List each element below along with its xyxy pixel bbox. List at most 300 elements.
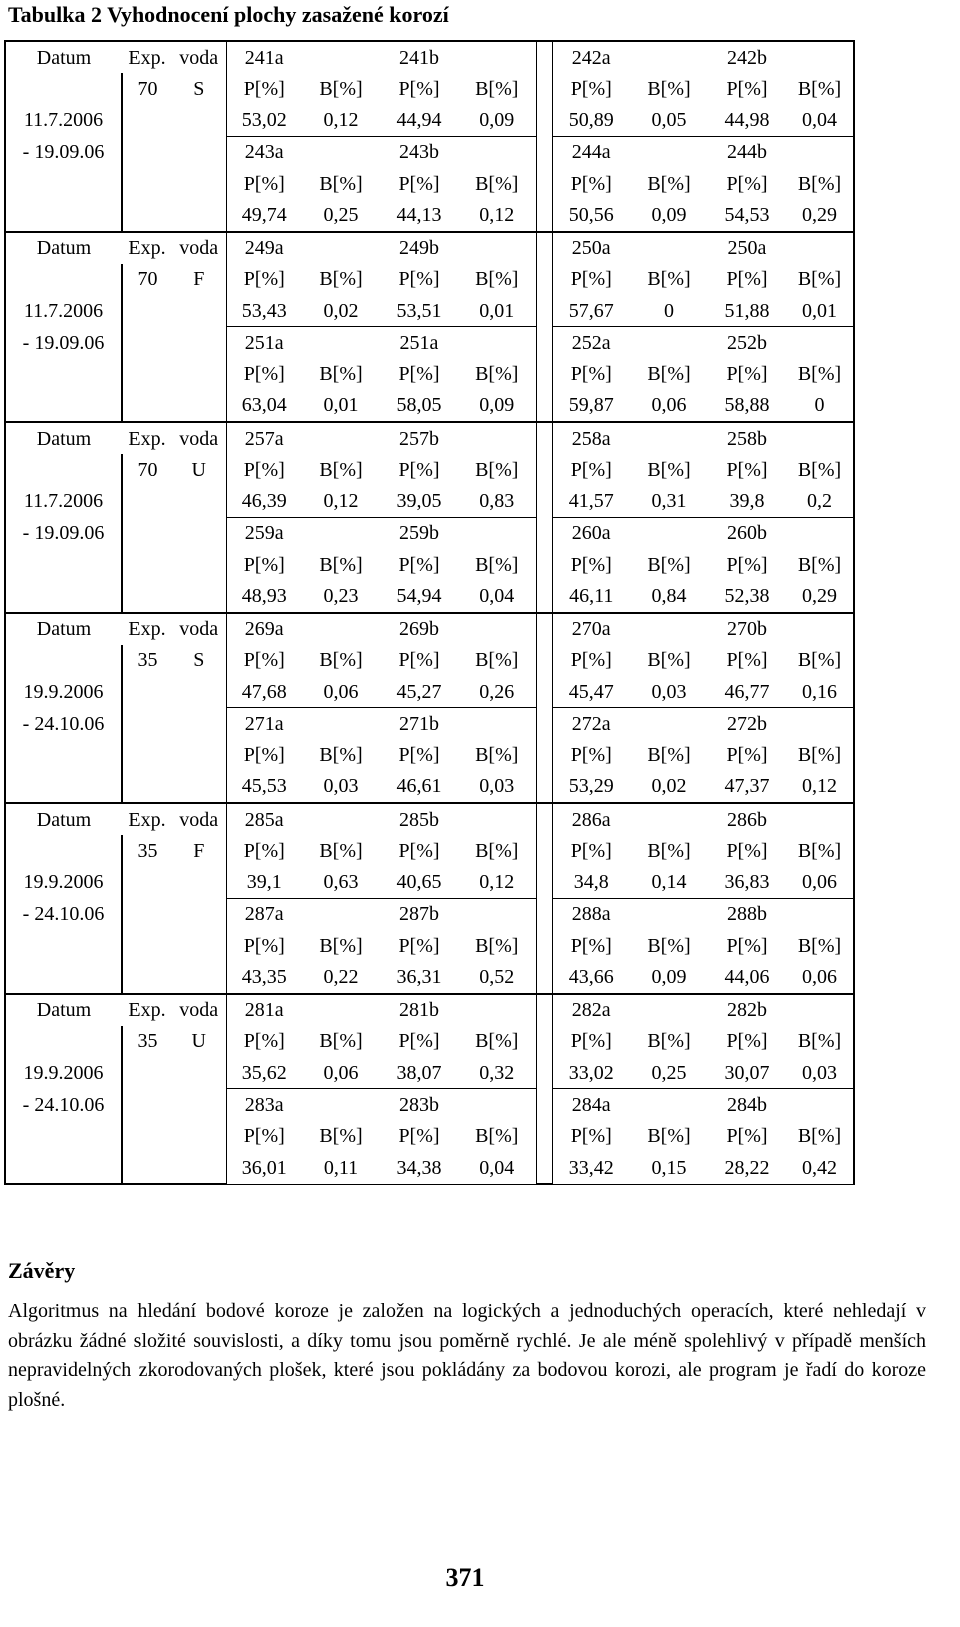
b-header: B[%] [475,172,519,195]
b-header: B[%] [319,172,363,195]
empty-cell [302,136,380,168]
value-cell: 0,26 [458,676,536,708]
value-cell: 0,11 [302,1152,380,1184]
empty-cell [458,1089,536,1121]
empty-cell [630,1089,708,1121]
value-cell: 0,09 [458,390,536,422]
p-header: P[%] [726,553,768,576]
empty-cell [786,1089,854,1121]
sample-id: 260a [571,522,611,545]
b-header: B[%] [786,835,854,866]
id-row [5,708,854,740]
exp-value: 35 [122,645,172,676]
value-cell: 49,74 [226,199,302,231]
sample-id: 250a [552,232,630,264]
p-header: P[%] [570,744,612,767]
value-cell: 0,42 [786,1152,854,1184]
value-cell: 48,93 [226,580,302,612]
p-header: P[%] [726,744,768,767]
sample-id: 271b [399,712,439,735]
voda-value: F [193,268,205,291]
sample-id: 250a [708,232,786,264]
gap-cell [536,580,552,612]
value-cell: 43,66 [552,961,630,993]
date-start: 19.9.2006 [5,1057,122,1089]
voda-label: voda [172,422,226,454]
empty-cell [122,961,172,993]
value-cell: 38,07 [380,1057,458,1089]
value-cell: 53,51 [380,295,458,327]
date-start: 11.7.2006 [5,105,122,137]
b-header: B[%] [786,930,854,961]
group-header-row [5,613,854,645]
b-header: B[%] [647,268,691,291]
gap-cell [536,486,552,518]
value-cell: 0,02 [630,771,708,803]
table-caption: Tabulka 2 Vyhodnocení plochy zasažené korozí [8,2,449,27]
b-header: B[%] [786,1121,854,1152]
value-cell: 0,29 [786,199,854,231]
date-end: - 19.09.06 [5,517,122,549]
sample-id: 260b [727,522,767,545]
gap-cell [536,1026,552,1057]
sample-id: 241b [380,41,458,73]
empty-cell [786,898,854,930]
value-cell: 63,04 [226,390,302,422]
sample-id: 243b [399,141,439,164]
data-row [5,199,854,231]
date-end: - 19.09.06 [5,136,122,168]
gap-cell [536,422,552,454]
p-header: P[%] [570,1125,612,1148]
p-header: P[%] [570,839,612,862]
empty-cell [172,517,226,549]
exp-label: Exp. [122,803,172,835]
value-cell: 36,31 [380,961,458,993]
value-cell: 44,94 [380,105,458,137]
value-cell: 0,03 [630,676,708,708]
gap-cell [536,708,552,740]
empty-cell [122,708,172,740]
empty-cell [786,994,854,1026]
b-header: B[%] [319,77,363,100]
empty-cell [122,295,172,327]
empty-cell [172,359,226,390]
p-header: P[%] [226,168,302,199]
data-row [5,771,854,803]
empty-cell [122,105,172,137]
empty-cell [630,613,708,645]
p-header: P[%] [726,172,768,195]
value-cell: 0,15 [630,1152,708,1184]
empty-cell [630,136,708,168]
empty-cell [302,613,380,645]
empty-cell [458,517,536,549]
sample-id: 285b [380,803,458,835]
value-cell: 0,06 [786,867,854,899]
empty-cell [172,1089,226,1121]
value-cell: 44,98 [708,105,786,137]
b-header: B[%] [647,553,691,576]
empty-cell [122,327,172,359]
empty-cell [630,517,708,549]
b-header: B[%] [319,839,363,862]
sample-id: 269a [226,613,302,645]
section-title: Závěry [8,1258,76,1283]
page-number: 371 [445,1563,485,1592]
sample-id: 281a [226,994,302,1026]
p-header: P[%] [398,458,440,481]
b-header: B[%] [319,1125,363,1148]
value-cell: 0,03 [786,1057,854,1089]
data-row [5,105,854,137]
id-row [5,327,854,359]
pb-header-row [5,740,854,771]
b-header: B[%] [319,363,363,386]
p-header: P[%] [398,1030,440,1053]
p-header: P[%] [570,458,612,481]
value-cell: 0,16 [786,676,854,708]
value-cell: 0,04 [786,105,854,137]
sample-id: 284a [571,1093,611,1116]
empty-cell [786,136,854,168]
empty-cell [458,898,536,930]
empty-cell [122,199,172,231]
empty-cell [5,740,122,771]
empty-cell [630,994,708,1026]
p-header: P[%] [726,268,768,291]
b-header: B[%] [786,1026,854,1057]
empty-cell [786,422,854,454]
p-header: P[%] [726,839,768,862]
exp-value: 35 [122,1026,172,1057]
p-header: P[%] [398,649,440,672]
p-header: P[%] [226,645,302,676]
p-header: P[%] [226,930,302,961]
voda-label: voda [172,41,226,73]
value-cell: 46,39 [226,486,302,518]
empty-cell [172,930,226,961]
value-cell: 0,63 [302,867,380,899]
b-header: B[%] [786,645,854,676]
b-header: B[%] [475,77,519,100]
sample-id: 244b [727,141,767,164]
empty-cell [122,771,172,803]
empty-cell [5,930,122,961]
b-header: B[%] [786,454,854,485]
empty-cell [458,41,536,73]
empty-cell [5,168,122,199]
gap-cell [536,613,552,645]
gap-cell [536,517,552,549]
empty-cell [172,295,226,327]
empty-cell [172,961,226,993]
date-start: 19.9.2006 [5,867,122,899]
empty-cell [5,390,122,422]
b-header: B[%] [647,363,691,386]
empty-cell [458,613,536,645]
empty-cell [172,771,226,803]
p-header: P[%] [398,172,440,195]
gap-cell [536,390,552,422]
empty-cell [5,645,122,676]
empty-cell [458,422,536,454]
sample-id: 244a [571,141,611,164]
p-header: P[%] [226,359,302,390]
date-end: - 19.09.06 [5,327,122,359]
pb-header-row [5,359,854,390]
empty-cell [122,136,172,168]
value-cell: 0,01 [786,295,854,327]
empty-cell [5,1152,122,1184]
empty-cell [458,136,536,168]
empty-cell [172,1057,226,1089]
sample-id: 257a [226,422,302,454]
empty-cell [786,517,854,549]
value-cell: 50,89 [552,105,630,137]
p-header: P[%] [726,934,768,957]
p-header: P[%] [226,264,302,295]
value-cell: 28,22 [708,1152,786,1184]
value-cell: 0,05 [630,105,708,137]
data-row [5,961,854,993]
b-header: B[%] [319,458,363,481]
empty-cell [302,517,380,549]
empty-cell [5,771,122,803]
pb-header-row [5,645,854,676]
empty-cell [786,327,854,359]
date-start: 11.7.2006 [5,295,122,327]
sample-id: 286a [552,803,630,835]
b-header: B[%] [319,1030,363,1053]
empty-cell [630,898,708,930]
voda-value: F [193,839,205,862]
voda-label: voda [172,613,226,645]
sample-id: 269b [380,613,458,645]
empty-cell [172,199,226,231]
p-header: P[%] [398,77,440,100]
pb-header-row [5,1026,854,1057]
empty-cell [5,580,122,612]
b-header: B[%] [475,744,519,767]
voda-value: U [191,1030,206,1053]
sample-id: 259b [399,522,439,545]
value-cell: 0,14 [630,867,708,899]
gap-cell [536,1089,552,1121]
sample-id: 249b [380,232,458,264]
value-cell: 47,68 [226,676,302,708]
empty-cell [172,327,226,359]
sample-id: 242b [708,41,786,73]
value-cell: 46,61 [380,771,458,803]
gap-cell [536,867,552,899]
b-header: B[%] [786,549,854,580]
value-cell: 0,12 [458,199,536,231]
sample-id: 242a [552,41,630,73]
empty-cell [5,454,122,485]
value-cell: 0,09 [630,961,708,993]
gap-cell [536,295,552,327]
value-cell: 39,05 [380,486,458,518]
empty-cell [302,232,380,264]
p-header: P[%] [398,744,440,767]
sample-id: 252a [571,331,611,354]
empty-cell [172,136,226,168]
pb-header-row [5,930,854,961]
empty-cell [786,41,854,73]
pb-header-row [5,454,854,485]
p-header: P[%] [398,1125,440,1148]
gap-cell [536,771,552,803]
empty-cell [122,676,172,708]
id-row [5,136,854,168]
empty-cell [172,676,226,708]
sample-id: 252b [727,331,767,354]
corrosion-table [4,40,855,1185]
empty-cell [122,359,172,390]
value-cell: 0,22 [302,961,380,993]
exp-value: 35 [122,835,172,866]
voda-value: S [193,77,205,100]
value-cell: 0,12 [302,486,380,518]
gap-cell [536,961,552,993]
p-header: P[%] [226,835,302,866]
p-header: P[%] [398,363,440,386]
value-cell: 0,29 [786,580,854,612]
value-cell: 43,35 [226,961,302,993]
value-cell: 0,31 [630,486,708,518]
p-header: P[%] [570,363,612,386]
value-cell: 53,29 [552,771,630,803]
empty-cell [122,1152,172,1184]
value-cell: 45,53 [226,771,302,803]
b-header: B[%] [647,839,691,862]
value-cell: 36,01 [226,1152,302,1184]
data-row [5,1057,854,1089]
b-header: B[%] [319,649,363,672]
value-cell: 35,62 [226,1057,302,1089]
empty-cell [786,708,854,740]
data-row [5,486,854,518]
b-header: B[%] [647,649,691,672]
gap-cell [536,359,552,390]
empty-cell [122,1121,172,1152]
p-header: P[%] [398,839,440,862]
value-cell: 0,84 [630,580,708,612]
value-cell: 30,07 [708,1057,786,1089]
value-cell: 0,06 [630,390,708,422]
value-cell: 0,06 [302,676,380,708]
value-cell: 53,43 [226,295,302,327]
exp-label: Exp. [122,422,172,454]
gap-cell [536,645,552,676]
empty-cell [172,1152,226,1184]
value-cell: 0,06 [786,961,854,993]
gap-cell [536,232,552,264]
b-header: B[%] [786,359,854,390]
p-header: P[%] [570,172,612,195]
p-header: P[%] [226,1026,302,1057]
datum-label: Datum [5,994,122,1026]
datum-label: Datum [5,422,122,454]
empty-cell [5,73,122,104]
empty-cell [122,390,172,422]
empty-cell [630,422,708,454]
empty-cell [5,199,122,231]
sample-id: 251a [399,331,439,354]
b-header: B[%] [786,73,854,104]
gap-cell [536,199,552,231]
empty-cell [172,580,226,612]
value-cell: 50,56 [552,199,630,231]
sample-id: 270a [552,613,630,645]
voda-label: voda [172,803,226,835]
empty-cell [122,1057,172,1089]
datum-label: Datum [5,613,122,645]
gap-cell [536,105,552,137]
sample-id: 258a [552,422,630,454]
p-header: P[%] [570,553,612,576]
b-header: B[%] [647,744,691,767]
date-start: 11.7.2006 [5,486,122,518]
sample-id: 282b [708,994,786,1026]
b-header: B[%] [475,649,519,672]
gap-cell [536,930,552,961]
value-cell: 0,12 [786,771,854,803]
empty-cell [786,803,854,835]
b-header: B[%] [647,934,691,957]
voda-label: voda [172,994,226,1026]
exp-value: 70 [122,264,172,295]
pb-header-row [5,168,854,199]
sample-id: 259a [226,517,302,549]
value-cell: 0,03 [458,771,536,803]
p-header: P[%] [726,458,768,481]
sample-id: 272b [727,712,767,735]
empty-cell [5,835,122,866]
b-header: B[%] [647,1125,691,1148]
value-cell: 54,94 [380,580,458,612]
exp-value: 70 [122,454,172,485]
empty-cell [458,708,536,740]
gap-cell [536,454,552,485]
empty-cell [5,264,122,295]
exp-label: Exp. [122,232,172,264]
data-row [5,1152,854,1184]
empty-cell [5,359,122,390]
gap-cell [536,327,552,359]
gap-cell [536,73,552,104]
group-header-row [5,232,854,264]
empty-cell [458,994,536,1026]
value-cell: 0,2 [786,486,854,518]
sample-id: 288b [727,903,767,926]
b-header: B[%] [319,934,363,957]
p-header: P[%] [570,268,612,291]
pb-header-row [5,73,854,104]
empty-cell [122,740,172,771]
sample-id: 271a [226,708,302,740]
exp-value: 70 [122,73,172,104]
b-header: B[%] [319,268,363,291]
empty-cell [630,232,708,264]
b-header: B[%] [786,168,854,199]
sample-id: 282a [552,994,630,1026]
empty-cell [122,549,172,580]
value-cell: 0 [630,295,708,327]
value-cell: 0,01 [458,295,536,327]
sample-id: 272a [571,712,611,735]
